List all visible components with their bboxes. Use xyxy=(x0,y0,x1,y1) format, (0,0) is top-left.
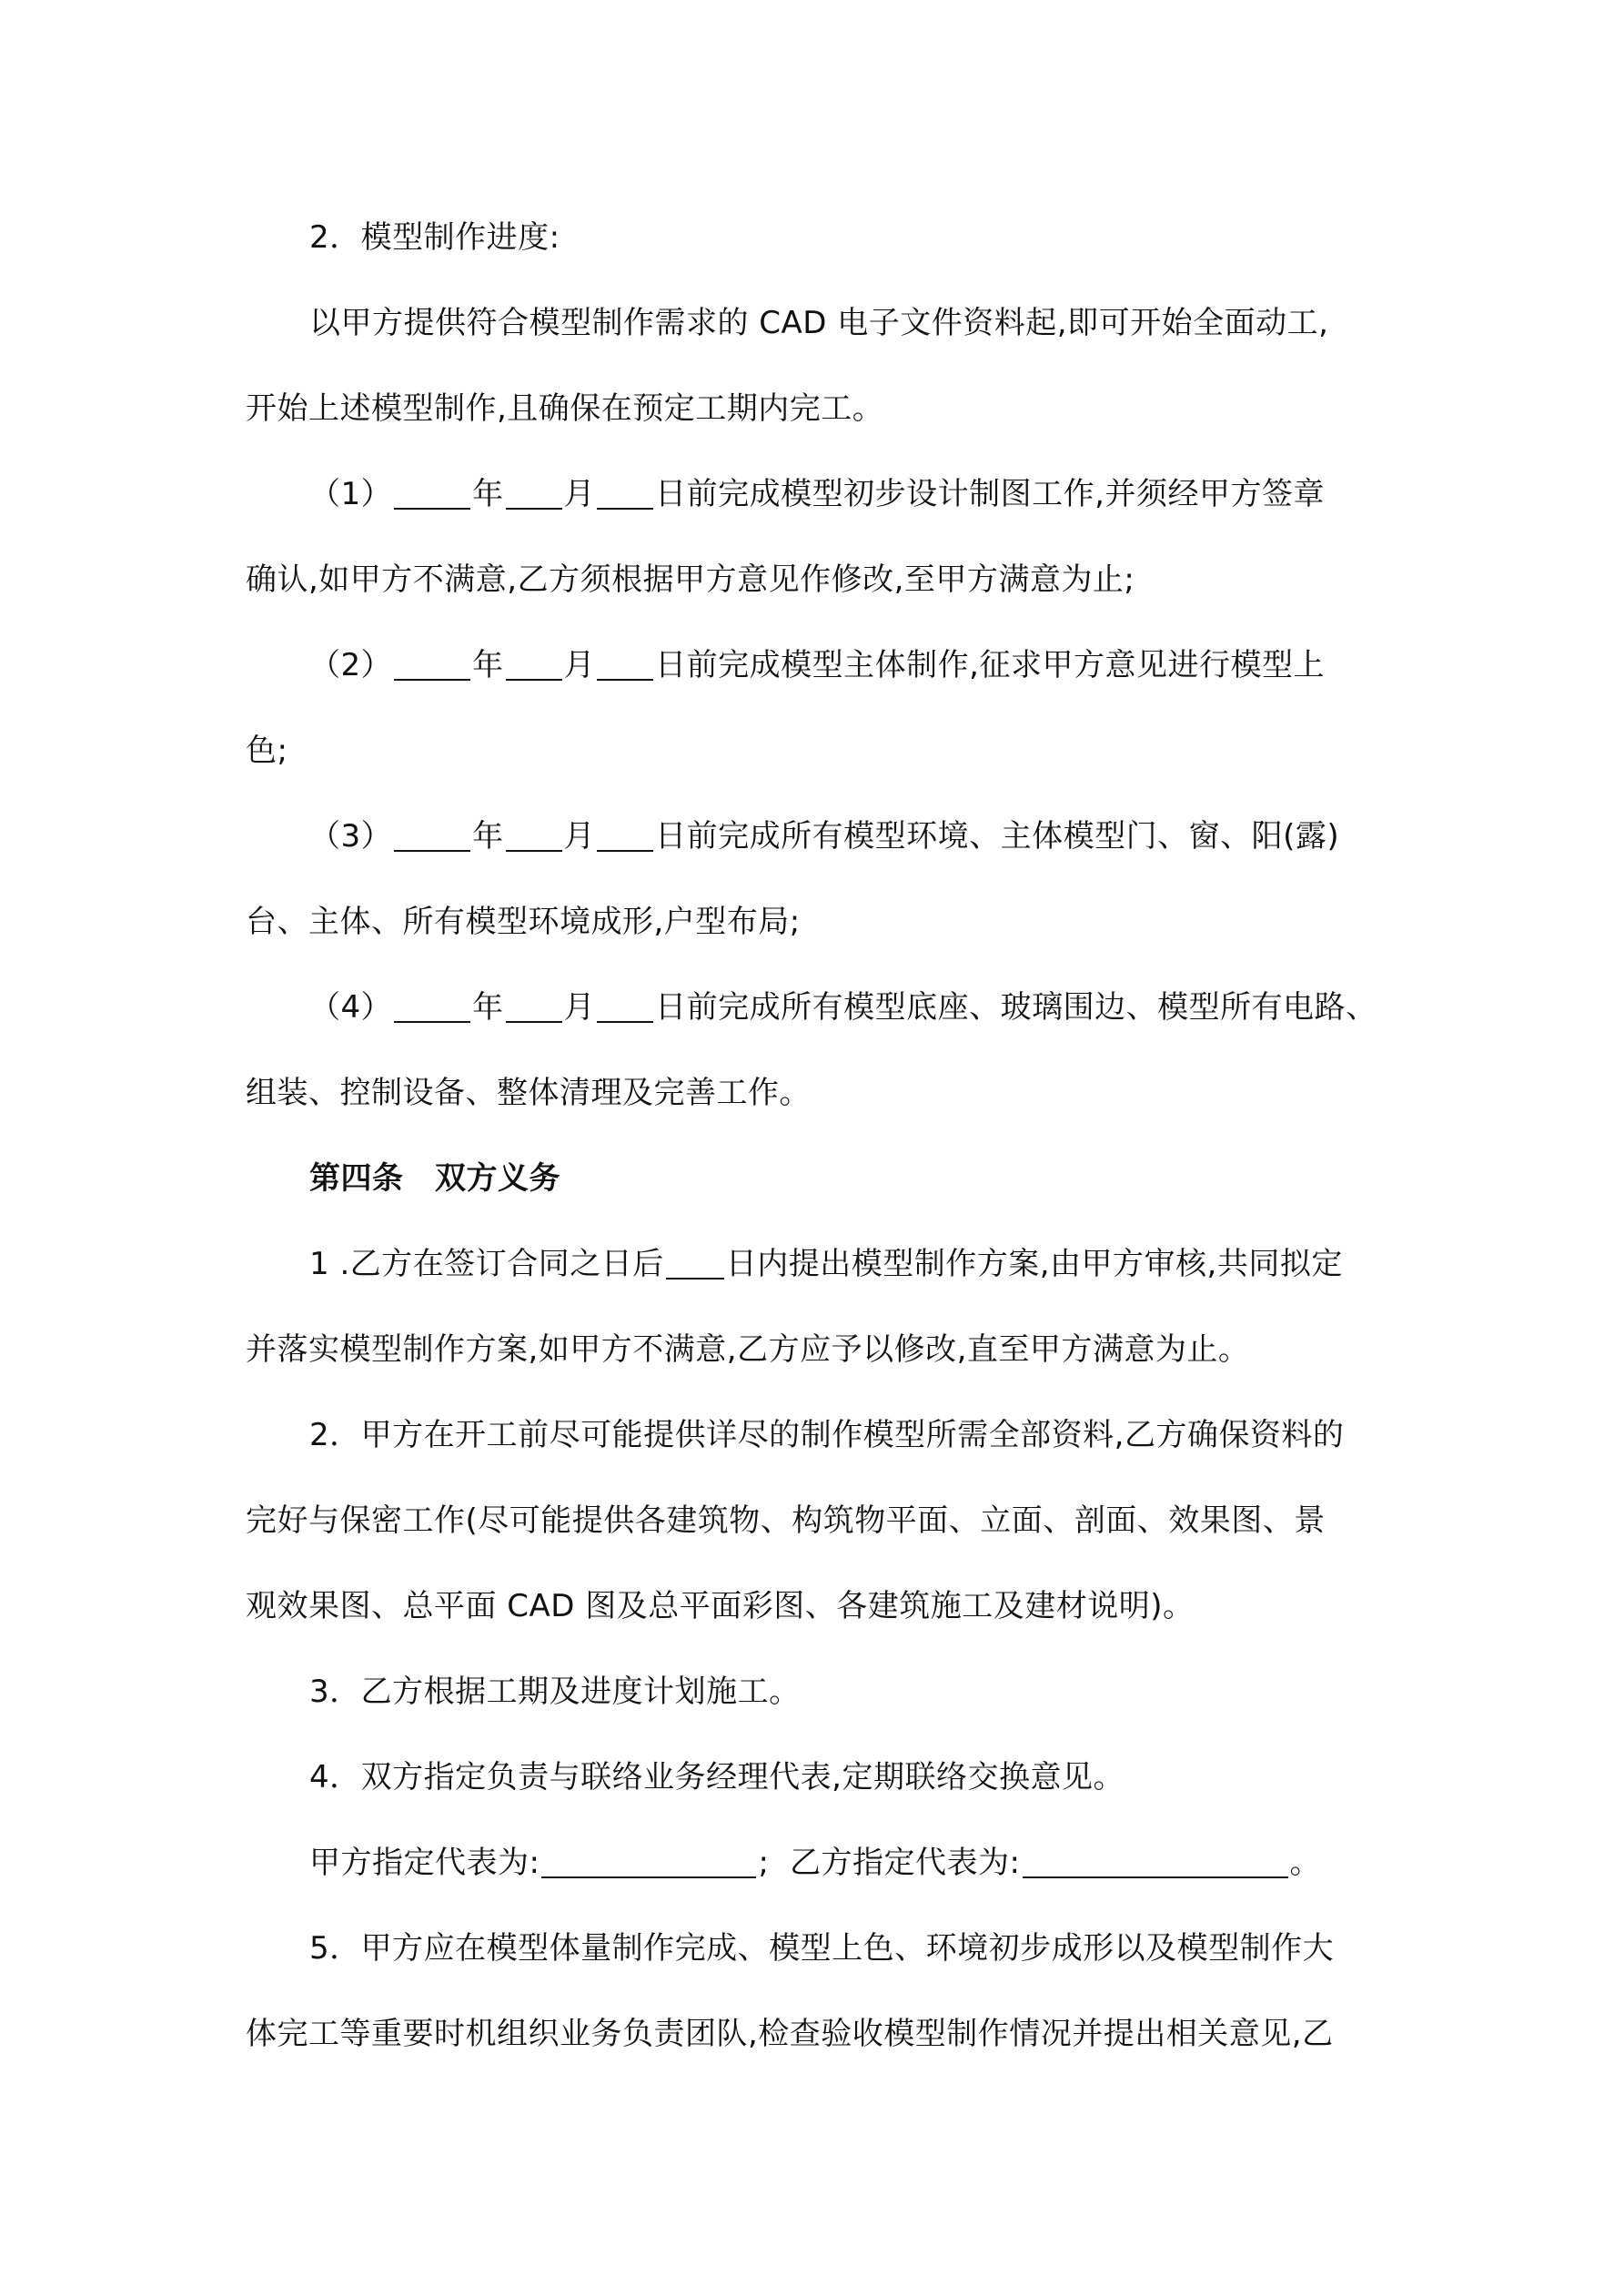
schedule-item-2 xyxy=(309,644,1392,686)
month-blank xyxy=(506,477,562,510)
body-text-line: 台、主体、所有模型环境成形,户型布局; xyxy=(246,904,801,940)
body-text-line: 色; xyxy=(246,733,288,769)
year-blank xyxy=(394,648,470,681)
body-text-line: 以甲方提供符合模型制作需求的 CAD 电子文件资料起,即可开始全面动工, xyxy=(309,305,1329,341)
duty-item-5: 5．甲方应在模型体量制作完成、模型上色、环境初步成形以及模型制作大 xyxy=(309,1930,1335,1967)
schedule-item-1 xyxy=(309,473,1392,515)
body-text-line: 组装、控制设备、整体清理及完善工作。 xyxy=(246,1075,811,1111)
month-label: 月 xyxy=(563,989,596,1026)
item-text: 日前完成所有模型底座、玻璃围边、模型所有电路、 xyxy=(655,989,1377,1026)
body-text-line: 开始上述模型制作,且确保在预定工期内完工。 xyxy=(246,390,884,427)
party-b-rep-label: 乙方指定代表为: xyxy=(790,1845,1021,1881)
body-text-line: 完好与保密工作(尽可能提供各建筑物、构筑物平面、立面、剖面、效果图、景 xyxy=(246,1502,1326,1539)
month-blank xyxy=(506,990,562,1023)
day-blank xyxy=(597,477,653,510)
progress-heading: 2．模型制作进度: xyxy=(309,219,560,256)
days-blank xyxy=(666,1247,724,1279)
item-number: （1） xyxy=(309,476,393,512)
year-label: 年 xyxy=(472,818,504,855)
body-text-line: 确认,如甲方不满意,乙方须根据甲方意见作修改,至甲方满意为止; xyxy=(246,561,1135,598)
month-label: 月 xyxy=(563,476,596,512)
item-text: 日前完成模型初步设计制图工作,并须经甲方签章 xyxy=(655,476,1325,512)
month-label: 月 xyxy=(563,818,596,855)
schedule-item-4 xyxy=(309,986,1392,1028)
day-blank xyxy=(597,648,653,681)
year-blank xyxy=(394,477,470,510)
month-blank xyxy=(506,819,562,852)
year-blank xyxy=(394,819,470,852)
duty-item-1 xyxy=(309,1243,1392,1285)
item-number: （4） xyxy=(309,989,393,1026)
body-text-line: 并落实模型制作方案,如甲方不满意,乙方应予以修改,直至甲方满意为止。 xyxy=(246,1331,1250,1368)
duty-item-3: 3．乙方根据工期及进度计划施工。 xyxy=(309,1674,801,1710)
body-text-line: 体完工等重要时机组织业务负责团队,检查验收模型制作情况并提出相关意见,乙 xyxy=(246,2016,1334,2052)
year-blank xyxy=(394,990,470,1023)
duty-item-2: 2．甲方在开工前尽可能提供详尽的制作模型所需全部资料,乙方确保资料的 xyxy=(309,1417,1345,1453)
year-label: 年 xyxy=(472,647,504,683)
representatives-line xyxy=(309,1842,1392,1884)
party-a-rep-blank xyxy=(541,1846,756,1878)
duty-text: 1 .乙方在签订合同之日后 xyxy=(309,1246,664,1282)
item-text: 日前完成所有模型环境、主体模型门、窗、阳(露) xyxy=(655,818,1340,855)
year-label: 年 xyxy=(472,989,504,1026)
day-blank xyxy=(597,819,653,852)
day-blank xyxy=(597,990,653,1023)
duty-item-4: 4．双方指定负责与联络业务经理代表,定期联络交换意见。 xyxy=(309,1759,1125,1795)
party-b-rep-blank xyxy=(1023,1846,1288,1878)
item-number: （2） xyxy=(309,647,393,683)
article-heading: 第四条 双方义务 xyxy=(309,1160,560,1197)
line-end: 。 xyxy=(1289,1845,1322,1881)
duty-text: 日内提出模型制作方案,由甲方审核,共同拟定 xyxy=(725,1246,1343,1282)
item-text: 日前完成模型主体制作,征求甲方意见进行模型上 xyxy=(655,647,1325,683)
separator: ; xyxy=(758,1845,770,1881)
month-blank xyxy=(506,648,562,681)
item-number: （3） xyxy=(309,818,393,855)
year-label: 年 xyxy=(472,476,504,512)
month-label: 月 xyxy=(563,647,596,683)
schedule-item-3 xyxy=(309,815,1392,857)
body-text-line: 观效果图、总平面 CAD 图及总平面彩图、各建筑施工及建材说明)。 xyxy=(246,1588,1195,1624)
party-a-rep-label: 甲方指定代表为: xyxy=(309,1845,540,1881)
